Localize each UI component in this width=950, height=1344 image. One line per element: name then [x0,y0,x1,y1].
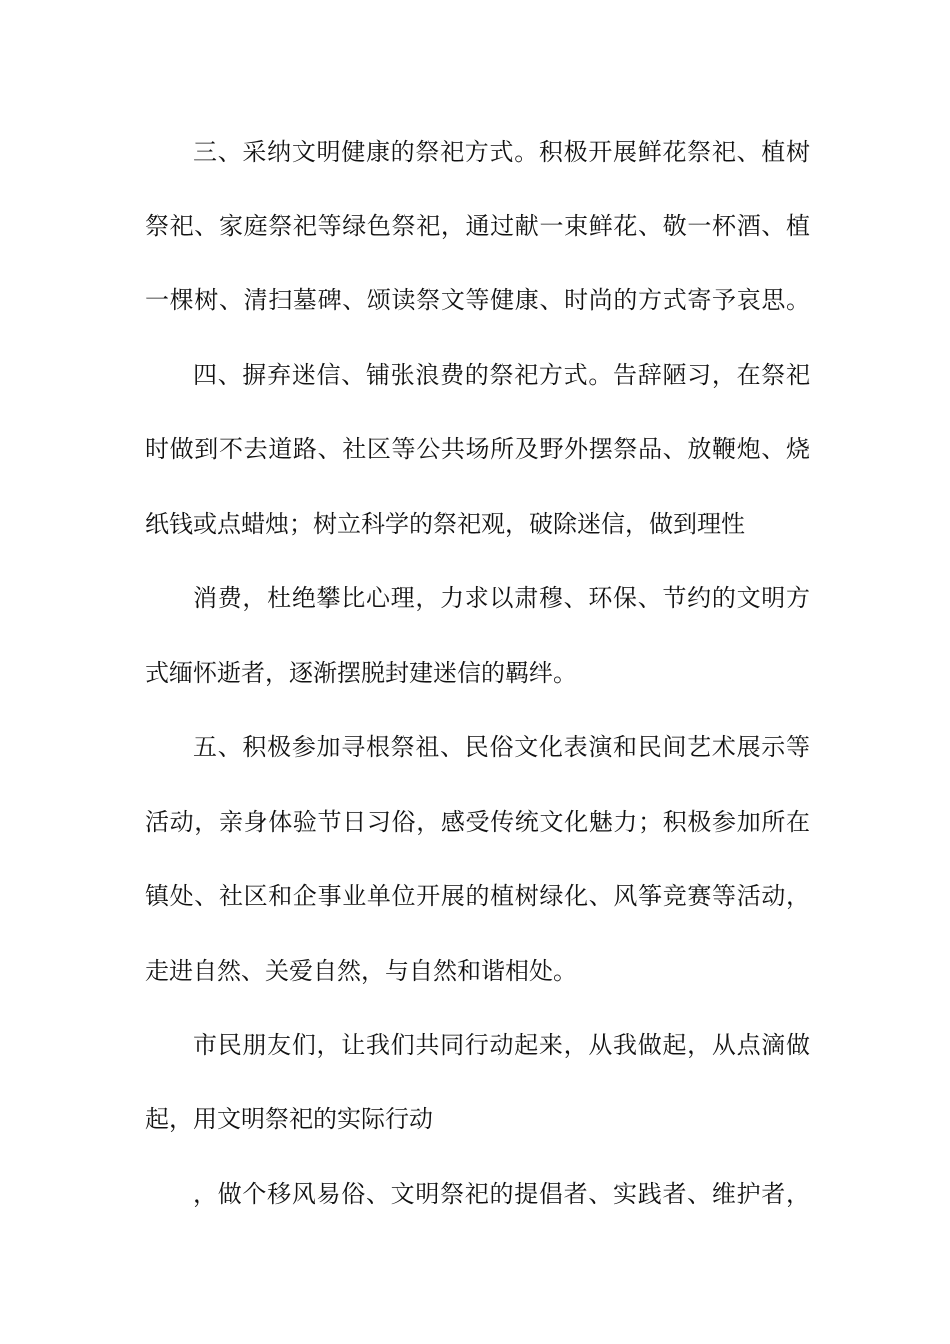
paragraph-5-line-4: 走进自然、关爱自然，与自然和谐相处。 [145,957,577,985]
paragraph-3-line-2: 祭祀、家庭祭祀等绿色祭祀，通过献一束鲜花、敬一杯酒、植 [145,212,810,240]
paragraph-4b-line-2: 式缅怀逝者，逐渐摆脱封建迷信的羁绊。 [145,659,577,687]
paragraph-4b-line-1: 消费，杜绝攀比心理，力求以肃穆、环保、节约的文明方 [193,584,810,612]
closing-paragraph-line-2: 起，用文明祭祀的实际行动 [145,1105,433,1133]
paragraph-5-line-3: 镇处、社区和企事业单位开展的植树绿化、风筝竞赛等活动， [145,882,810,910]
paragraph-4-line-2: 时做到不去道路、社区等公共场所及野外摆祭品、放鞭炮、烧 [145,435,810,463]
closing-paragraph-line-3: ，做个移风易俗、文明祭祀的提倡者、实践者、维护者， [193,1180,810,1208]
paragraph-5-line-2: 活动，亲身体验节日习俗，感受传统文化魅力；积极参加所在 [145,808,810,836]
paragraph-5-line-1: 五、积极参加寻根祭祖、民俗文化表演和民间艺术展示等 [193,733,810,761]
paragraph-4-line-1: 四、摒弃迷信、铺张浪费的祭祀方式。告辞陋习，在祭祀 [193,361,810,389]
paragraph-3-line-3: 一棵树、清扫墓碑、颂读祭文等健康、时尚的方式寄予哀思。 [145,286,810,314]
paragraph-4-line-3: 纸钱或点蜡烛；树立科学的祭祀观，破除迷信，做到理性 [145,510,745,538]
paragraph-3-line-1: 三、采纳文明健康的祭祀方式。积极开展鲜花祭祀、植树 [193,138,810,166]
closing-paragraph-line-1: 市民朋友们，让我们共同行动起来，从我做起，从点滴做 [193,1031,810,1059]
